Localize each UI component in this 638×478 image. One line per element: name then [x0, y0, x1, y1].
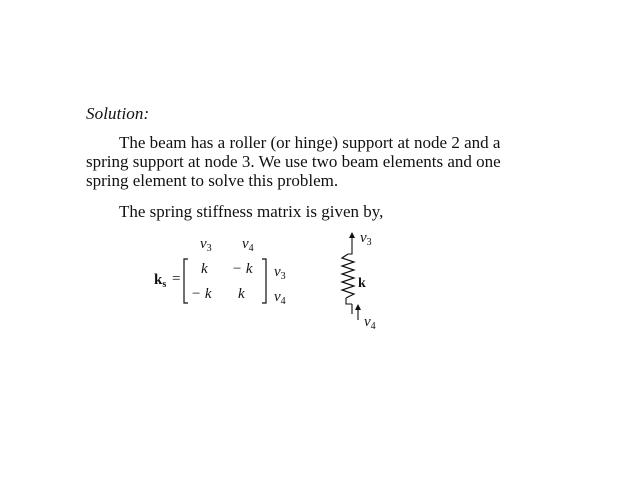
- matrix-entry: − k: [191, 286, 212, 302]
- matrix-entry: k: [238, 286, 245, 302]
- spring-bottom-label: $v_4$: [364, 314, 376, 332]
- matrix-entry: k: [201, 261, 208, 277]
- bottom-arrow-head: [355, 304, 361, 310]
- paragraph-stiffness-intro: The spring stiffness matrix is given by,: [119, 202, 384, 221]
- spring-coil: [342, 254, 354, 298]
- top-arrow-head: [349, 232, 355, 238]
- row-label: $v_4$: [274, 289, 286, 307]
- spring-stiffness-label: k: [358, 276, 366, 291]
- row-label: $v_3$: [274, 264, 286, 282]
- paragraph-line: spring support at node 3. We use two beam elements and one: [86, 152, 501, 171]
- spring-top-lead: [348, 248, 352, 254]
- spring-element-figure: [330, 228, 390, 338]
- matrix-entry: − k: [232, 261, 253, 277]
- paragraph-line: The beam has a roller (or hinge) support at node 2 and a: [119, 133, 501, 152]
- equals-sign: =: [172, 271, 181, 287]
- stiffness-matrix-equation: [150, 232, 310, 312]
- spring-top-label: $v_3$: [360, 230, 372, 248]
- matrix-lhs-symbol: $k_s$: [154, 272, 167, 290]
- spring-bottom-lead: [346, 298, 352, 304]
- paragraph-problem-description: [86, 133, 506, 190]
- left-bracket: [184, 259, 188, 303]
- column-label: $v_3$: [200, 236, 212, 254]
- column-label: $v_4$: [242, 236, 254, 254]
- paragraph-line: spring element to solve this problem.: [86, 171, 339, 190]
- right-bracket: [262, 259, 266, 303]
- solution-heading: Solution:: [86, 104, 150, 123]
